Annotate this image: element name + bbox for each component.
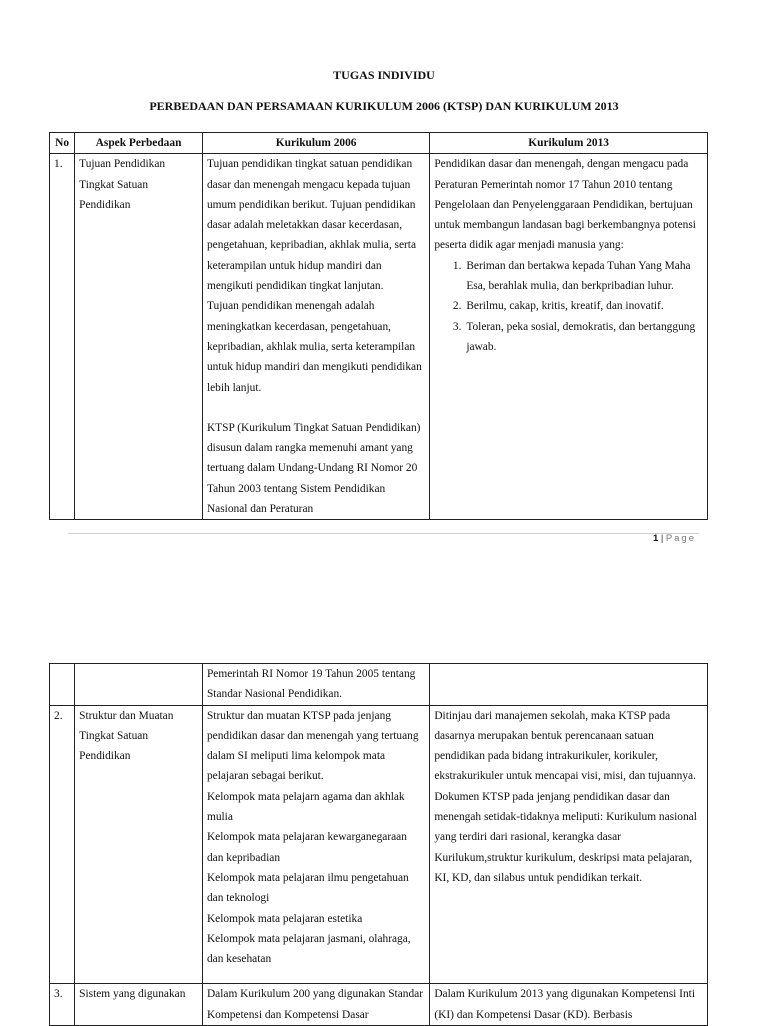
row-number: 3. xyxy=(50,984,75,1026)
row-aspek xyxy=(75,664,203,706)
footer-divider xyxy=(68,533,699,534)
page-number: 1 xyxy=(653,533,659,544)
row-aspek: Tujuan Pendidikan Tingkat Satuan Pendidikan xyxy=(75,154,203,520)
k2006-paragraph: Tujuan pendidikan menengah adalah meningkatkan kecerdasan, pengetahuan, kepribadian, akhlak mulia, serta keterampilan untuk hidup mandiri dan mengikuti pendidikan lebih lanjut. xyxy=(206,300,422,394)
header-kurikulum-2006: Kurikulum 2006 xyxy=(202,133,429,154)
row-number: 1. xyxy=(50,154,75,520)
header-no: No xyxy=(50,133,75,154)
k2006-paragraph: Tujuan pendidikan tingkat satuan pendidikan dasar dan menengah mengacu kepada tujuan umum pendidikan berikut. Tujuan pendidikan dasar adalah meletakkan dasar kecerdasan, pengetahuan, kepribadian, akhlak mulia, serta keterampilan untuk hidup mandiri dan mengikuti pendidikan tingkat lanjutan. xyxy=(206,158,417,293)
table-row xyxy=(50,705,708,984)
table-row xyxy=(50,154,708,520)
k2006-paragraph: KTSP (Kurikulum Tingkat Satuan Pendidikan) disusun dalam rangka memenuhi amant yang tertuang dalam Undang-Undang RI Nomor 20 Tahun 2003 tentang Sistem Pendidikan Nasional dan Peraturan xyxy=(206,421,421,516)
header-aspek: Aspek Perbedaan xyxy=(75,133,203,154)
document-subtitle: PERBEDAAN DAN PERSAMAAN KURIKULUM 2006 (KTSP) DAN KURIKULUM 2013 xyxy=(149,99,619,113)
row-kurikulum-2006: Dalam Kurikulum 200 yang digunakan Standar Kompetensi dan Kompetensi Dasar xyxy=(202,984,429,1026)
k2006-intro: Struktur dan muatan KTSP pada jenjang pendidikan dasar dan menengah yang tertuang dalam SI meliputi lima kelompok mata pelajaran sebagai berikut. xyxy=(206,709,419,783)
row-number xyxy=(50,664,75,706)
row-aspek: Struktur dan Muatan Tingkat Satuan Pendidikan xyxy=(75,705,203,984)
row-kurikulum-2013: Dalam Kurikulum 2013 yang digunakan Kompetensi Inti (KI) dan Kompetensi Dasar (KD). Berbasis xyxy=(430,984,708,1026)
row-kurikulum-2006 xyxy=(202,705,429,984)
k2013-intro: Pendidikan dasar dan menengah, dengan mengacu pada Peraturan Pemerintah nomor 17 Tahun 2010 tentang Pengelolaan dan Penyelenggaraan Pendidikan, bertujuan untuk membangun landasan bagi berkembangnya potensi peserta didik agar menjadi manusia yang: xyxy=(434,158,696,252)
row-number: 2. xyxy=(50,705,75,984)
row-kurikulum-2006: Pemerintah RI Nomor 19 Tahun 2005 tentang Standar Nasional Pendidikan. xyxy=(202,664,429,706)
list-item: Kelompok mata pelajarn agama dan akhlak mulia xyxy=(206,790,405,824)
row-aspek: Sistem yang digunakan xyxy=(75,984,203,1026)
row-kurikulum-2013: Ditinjau dari manajemen sekolah, maka KTSP pada dasarnya merupakan bentuk perencanaan satuan pendidikan pada bidang intrakurikuler, korikuler, ekstrakurikuler untuk mencapai visi, misi, dan tujuannya. Dokumen KTSP pada jenjang pendidikan dasar dan menengah setidak-tidaknya meliputi: Kurikulum nasional yang terdiri dari rasional, kerangka dasar Kurilukum,struktur kurikulum, deskripsi mata pelajaran, KI, KD, dan silabus untuk pendidikan terkait. xyxy=(430,705,708,984)
comparison-table-page-2 xyxy=(49,663,708,1026)
list-item: 2. Berilmu, cakap, kritis, kreatif, dan inovatif. xyxy=(464,296,703,316)
row-kurikulum-2013 xyxy=(430,664,708,706)
page-label: Page xyxy=(665,533,696,544)
table-row xyxy=(50,984,708,1026)
list-item: 3. Toleran, peka sosial, demokratis, dan bertanggung jawab. xyxy=(464,317,703,358)
table-header-row xyxy=(50,133,708,154)
list-item: 1. Beriman dan bertakwa kepada Tuhan Yang Maha Esa, berahlak mulia, dan berkpribadian luhur. xyxy=(464,256,703,297)
comparison-table-page-1 xyxy=(49,132,708,520)
document-title: TUGAS INDIVIDU xyxy=(333,68,435,82)
page-footer xyxy=(653,533,696,544)
list-item: Kelompok mata pelajaran ilmu pengetahuan dan teknologi xyxy=(206,871,409,905)
page-separator: | xyxy=(660,533,664,544)
row-kurikulum-2006 xyxy=(202,154,429,520)
list-item: Kelompok mata pelajaran estetika xyxy=(206,912,363,925)
list-item: Kelompok mata pelajaran kewarganegaraan dan kepribadian xyxy=(206,831,407,864)
k2013-goals-list xyxy=(434,256,703,357)
header-kurikulum-2013: Kurikulum 2013 xyxy=(430,133,708,154)
row-kurikulum-2013 xyxy=(430,154,708,520)
table-row xyxy=(50,664,708,706)
list-item: Kelompok mata pelajaran jasmani, olahraga, dan kesehatan xyxy=(206,932,411,966)
